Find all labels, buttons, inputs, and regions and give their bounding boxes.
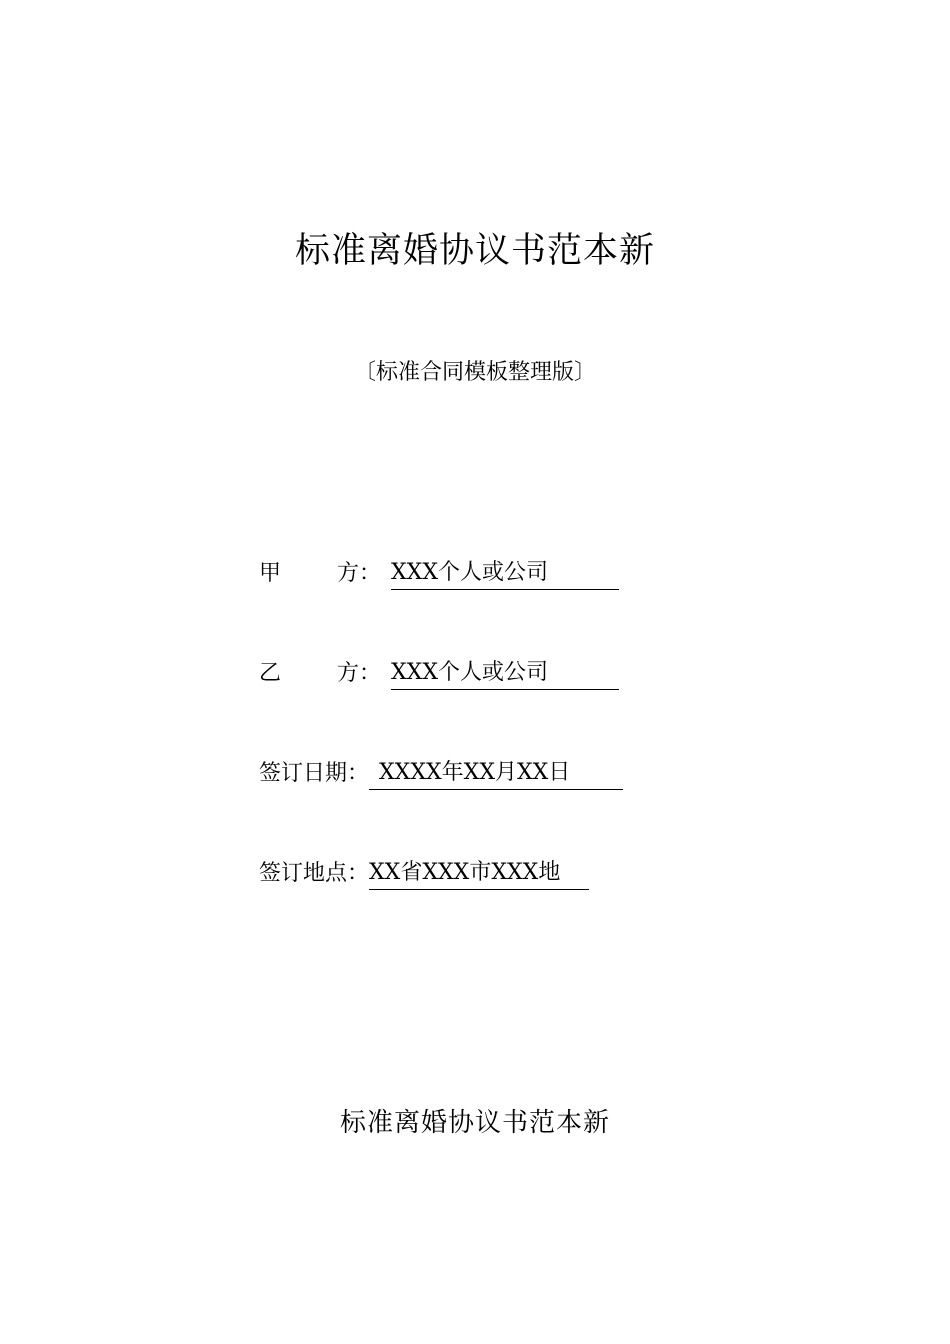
sign-place-field	[259, 856, 589, 892]
document-title: 标准离婚协议书范本新	[294, 231, 655, 271]
party-a-label-first: 甲	[259, 561, 282, 586]
footer-title: 标准离婚协议书范本新	[339, 1108, 610, 1138]
document-subtitle: 〔标准合同模板整理版〕	[353, 360, 596, 385]
party-a-value: XXX个人或公司	[391, 556, 619, 590]
party-a-label-last: 方：	[337, 561, 382, 586]
party-b-label	[259, 656, 391, 692]
party-b-label-last: 方：	[337, 661, 382, 686]
party-b-value: XXX个人或公司	[391, 656, 619, 690]
sign-date-value: XXXX年XX月XX日	[369, 756, 623, 790]
sign-place-label: 签订地点：	[259, 861, 370, 886]
party-b-field	[259, 656, 619, 692]
sign-date-label: 签订日期：	[259, 761, 370, 786]
party-b-label-first: 乙	[259, 661, 282, 686]
sign-date-field	[259, 756, 623, 792]
party-a-field	[259, 556, 619, 592]
party-a-label	[259, 556, 391, 592]
sign-place-value: XX省XXX市XXX地	[369, 856, 589, 890]
